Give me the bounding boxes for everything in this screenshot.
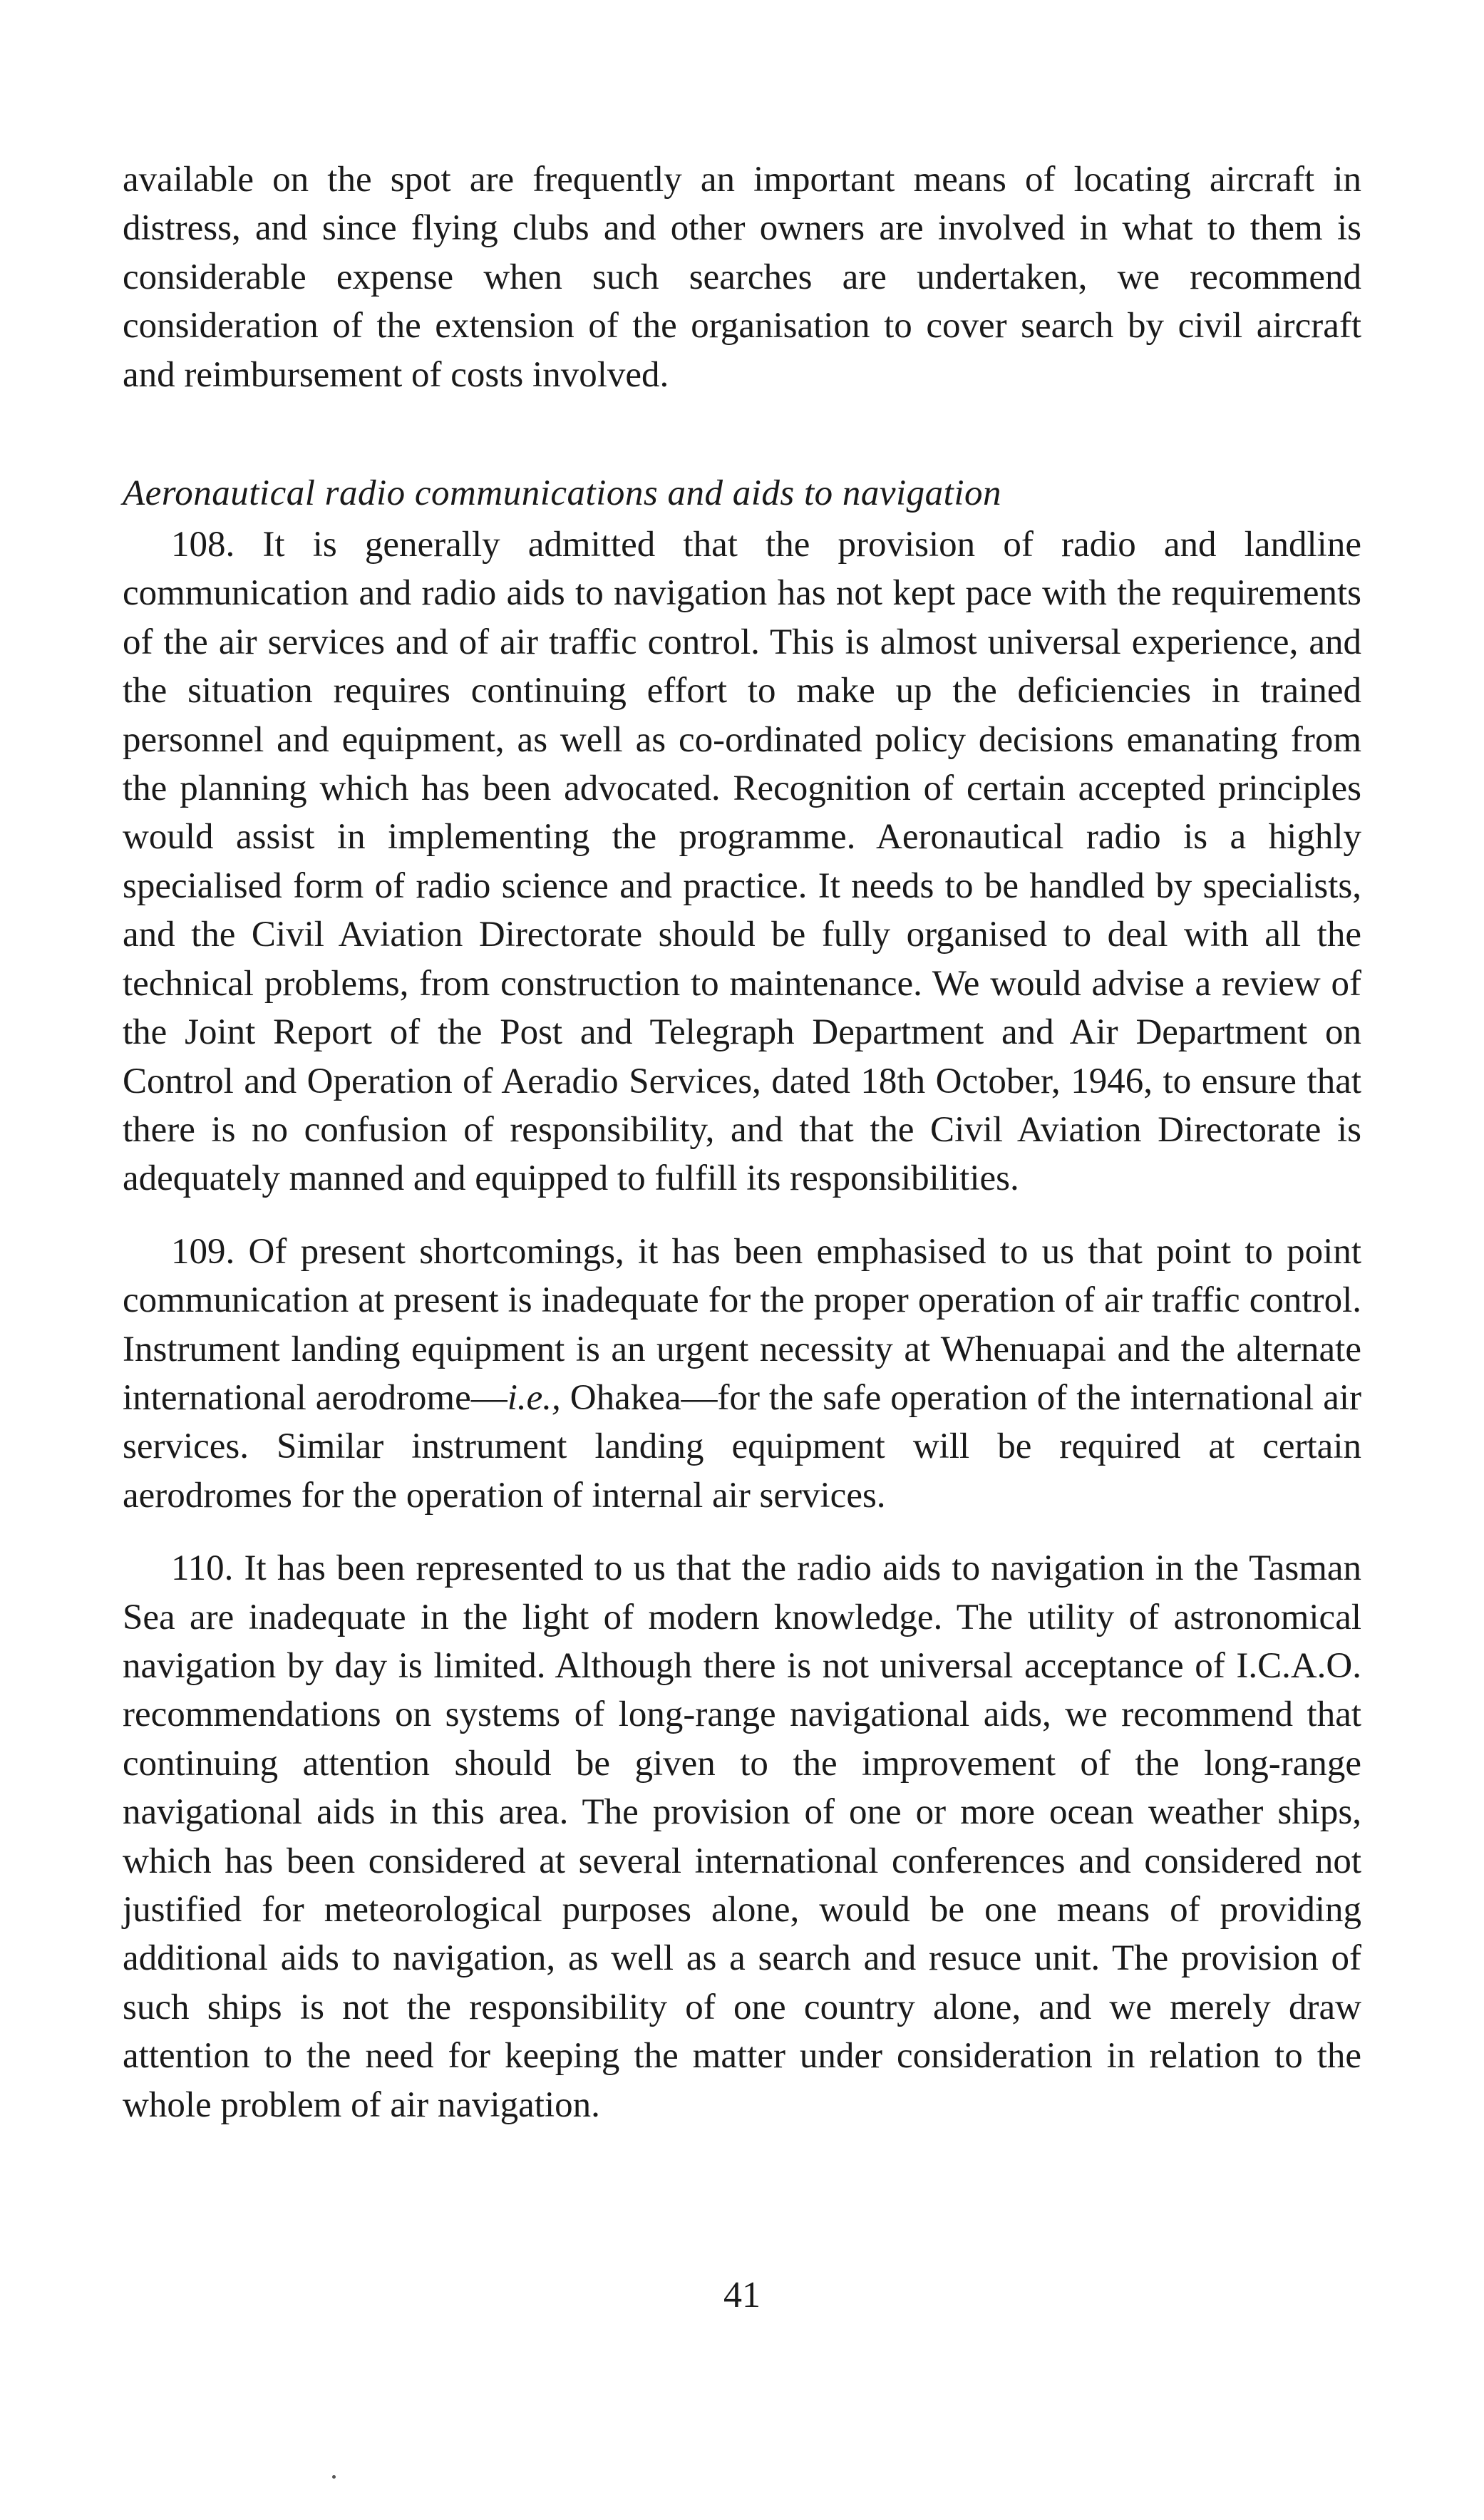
page-number: 41 xyxy=(723,2275,761,2315)
paragraph-continued: available on the spot are frequently an important means of locating aircraft in distress, and since flying clubs and other owners are involved in what to them is considerable expense when such searches are undertaken, we recommend consideration of the extension of the organisation to cover search by civil aircraft and reimbursement of costs involved. xyxy=(123,160,1361,395)
paragraph-110: 110. It has been represented to us that the radio aids to navigation in the Tasman Sea are inadequate in the light of modern knowledge. The utility of astronomical navigation by day is limited. Although there is not universal acceptance of I.C.A.O. recommendations on systems of long-range navigational aids, we recommend that continuing attention should be given to the improvement of the long-range navigational aids in this area. The provision of one or more ocean weather ships, which has been considered at several international conferences and considered not justified for meteorological purposes alone, would be one means of providing additional aids to navigation, as well as a search and resuce unit. The provision of such ships is not the responsibility of one country alone, and we merely draw attention to the need for keeping the matter under consideration in relation to the whole problem of air navigation. xyxy=(123,1548,1361,2125)
paragraph-109-text-a: 109. Of present shortcomings, it has been emphasised to us that point to point communication at present is inadequate for the proper operation of air traffic control. Instrument landing equipment is an urgent necessity at Whenuapai and the alternate international aerodrome— xyxy=(123,1231,1361,1418)
document-page xyxy=(123,155,1361,2129)
paragraph-109-ie: i.e., xyxy=(507,1377,561,1418)
paragraph-108: 108. It is generally admitted that the provision of radio and landline communication and radio aids to navigation has not kept pace with the requirements of the air services and of air traffic control. This is almost universal experience, and the situation requires continuing effort to make up the deficiencies in trained personnel and equipment, as well as co-ordinated policy decisions emanating from the planning which has been advocated. Recognition of certain accepted principles would assist in implementing the programme. Aeronautical radio is a highly specialised form of radio science and practice. It needs to be handled by specialists, and the Civil Aviation Directorate should be fully organised to deal with all the technical problems, from construction to maintenance. We would advise a review of the Joint Report of the Post and Telegraph Department and Air Department on Control and Operation of Aeradio Services, dated 18th October, 1946, to ensure that there is no confusion of responsibility, and that the Civil Aviation Directorate is adequately manned and equipped to fulfill its responsibilities. xyxy=(123,525,1361,1199)
paragraph-109 xyxy=(123,1228,1361,1520)
section-heading: Aeronautical radio communications and aids to navigation xyxy=(123,473,1002,514)
stray-mark xyxy=(332,2475,336,2479)
paragraph-109-text-b: Ohakea—for the safe operation of the international air services. Similar instrument landing equipment will be required at certain aerodromes for the operation of internal air services. xyxy=(123,1377,1361,1516)
